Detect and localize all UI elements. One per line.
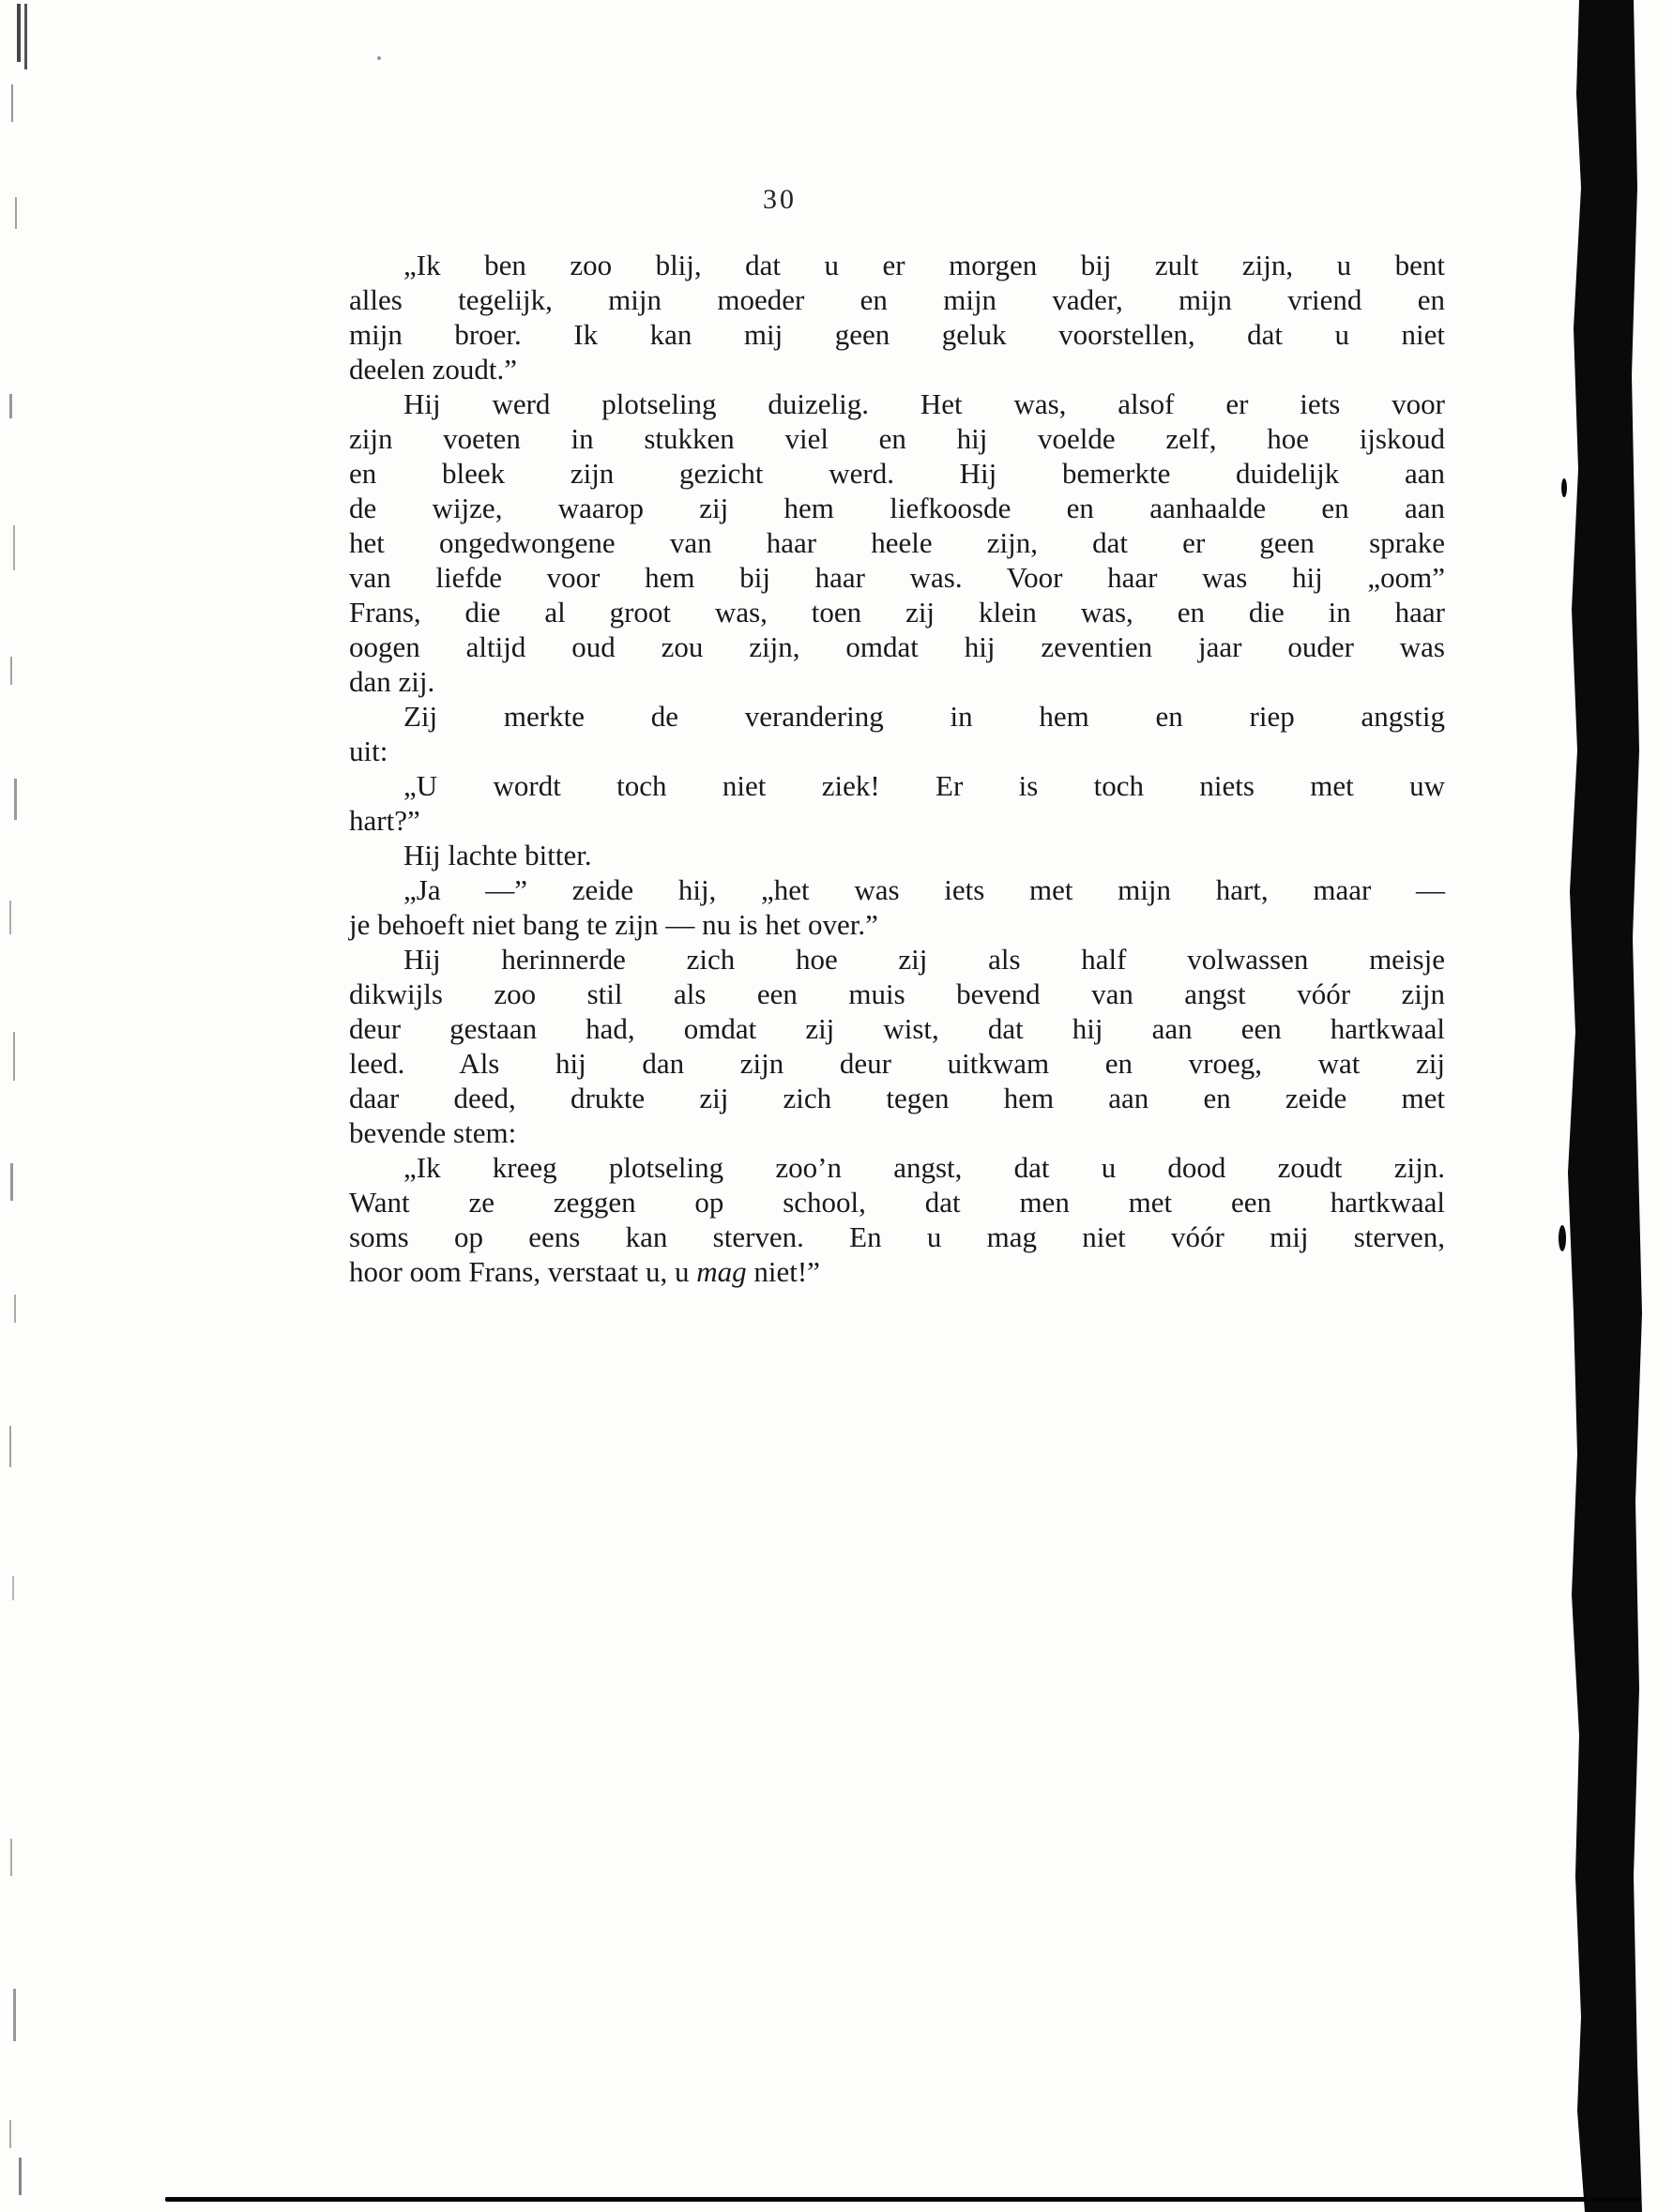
scan-mark bbox=[19, 2158, 22, 2195]
text-line bbox=[349, 1254, 1445, 1289]
text-line: van liefde voor hem bij haar was. Voor haar was hij „oom” bbox=[349, 561, 1445, 594]
scan-bottom-artifact bbox=[165, 2197, 1640, 2202]
scan-edge-artifact bbox=[1553, 0, 1673, 2212]
scan-mark bbox=[9, 1426, 11, 1467]
scan-mark bbox=[10, 657, 12, 685]
text-line: „Ik ben zoo blij, dat u er morgen bij zult zijn, u bent bbox=[403, 249, 1445, 281]
scan-mark bbox=[24, 4, 27, 69]
text-line: Zij merkte de verandering in hem en riep angstig bbox=[403, 700, 1445, 733]
text-line: deelen zoudt.” bbox=[349, 353, 518, 386]
text-line: Hij werd plotseling duizelig. Het was, alsof er iets voor bbox=[403, 387, 1445, 420]
scan-spot bbox=[377, 56, 381, 60]
text-line: deur gestaan had, omdat zij wist, dat hij aan een hartkwaal bbox=[349, 1012, 1445, 1045]
italic-word: mag bbox=[696, 1255, 747, 1288]
scan-mark bbox=[13, 1032, 15, 1081]
scan-mark bbox=[13, 1989, 16, 2041]
text-line: uit: bbox=[349, 735, 388, 767]
text-line: Hij herinnerde zich hoe zij als half volwassen meisje bbox=[403, 943, 1445, 976]
scan-mark bbox=[10, 1839, 12, 1876]
text-line: en bleek zijn gezicht werd. Hij bemerkte duidelijk aan bbox=[349, 457, 1445, 490]
text-line: „Ja —” zeide hij, „het was iets met mijn hart, maar — bbox=[403, 873, 1445, 906]
scan-mark bbox=[13, 525, 15, 570]
text-line: alles tegelijk, mijn moeder en mijn vader, mijn vriend en bbox=[349, 283, 1445, 316]
scan-mark bbox=[9, 394, 12, 418]
text-line: oogen altijd oud zou zijn, omdat hij zeventien jaar ouder was bbox=[349, 630, 1445, 663]
scan-mark bbox=[14, 1295, 16, 1323]
text-line: Frans, die al groot was, toen zij klein was, en die in haar bbox=[349, 596, 1445, 629]
text-line: je behoeft niet bang te zijn — nu is het over.” bbox=[349, 908, 878, 941]
scan-mark bbox=[15, 197, 17, 229]
text-line: Want ze zeggen op school, dat men met een hartkwaal bbox=[349, 1186, 1445, 1219]
text-line: leed. Als hij dan zijn deur uitkwam en vroeg, wat zij bbox=[349, 1047, 1445, 1080]
scan-mark bbox=[10, 1163, 13, 1201]
scan-mark bbox=[17, 4, 21, 62]
page-number: 30 bbox=[763, 184, 797, 215]
text-line: „Ik kreeg plotseling zoo’n angst, dat u dood zoudt zijn. bbox=[403, 1151, 1445, 1184]
scan-mark bbox=[9, 2120, 11, 2148]
text-line: hart?” bbox=[349, 804, 420, 837]
text-line: het ongedwongene van haar heele zijn, dat er geen sprake bbox=[349, 526, 1445, 559]
text-segment: hoor oom Frans, verstaat u, u bbox=[349, 1255, 697, 1288]
page-text bbox=[349, 248, 1445, 1289]
scan-mark bbox=[12, 1576, 14, 1600]
scan-mark bbox=[11, 84, 13, 122]
text-line: zijn voeten in stukken viel en hij voelde zelf, hoe ijskoud bbox=[349, 422, 1445, 455]
text-line: bevende stem: bbox=[349, 1116, 517, 1149]
scan-mark bbox=[9, 901, 11, 934]
text-line: „U wordt toch niet ziek! Er is toch niets met uw bbox=[403, 769, 1445, 802]
scan-mark bbox=[14, 779, 17, 820]
text-line: dan zij. bbox=[349, 665, 435, 698]
text-line: mijn broer. Ik kan mij geen geluk voorstellen, dat u niet bbox=[349, 318, 1445, 351]
text-line: Hij lachte bitter. bbox=[403, 839, 592, 871]
text-segment: niet!” bbox=[746, 1255, 820, 1288]
text-line: daar deed, drukte zij zich tegen hem aan en zeide met bbox=[349, 1082, 1445, 1114]
text-line: soms op eens kan sterven. En u mag niet vóór mij sterven, bbox=[349, 1220, 1445, 1253]
text-line: de wijze, waarop zij hem liefkoosde en aanhaalde en aan bbox=[349, 492, 1445, 524]
scan-spot bbox=[525, 847, 530, 850]
text-line: dikwijls zoo stil als een muis bevend van angst vóór zijn bbox=[349, 977, 1445, 1010]
